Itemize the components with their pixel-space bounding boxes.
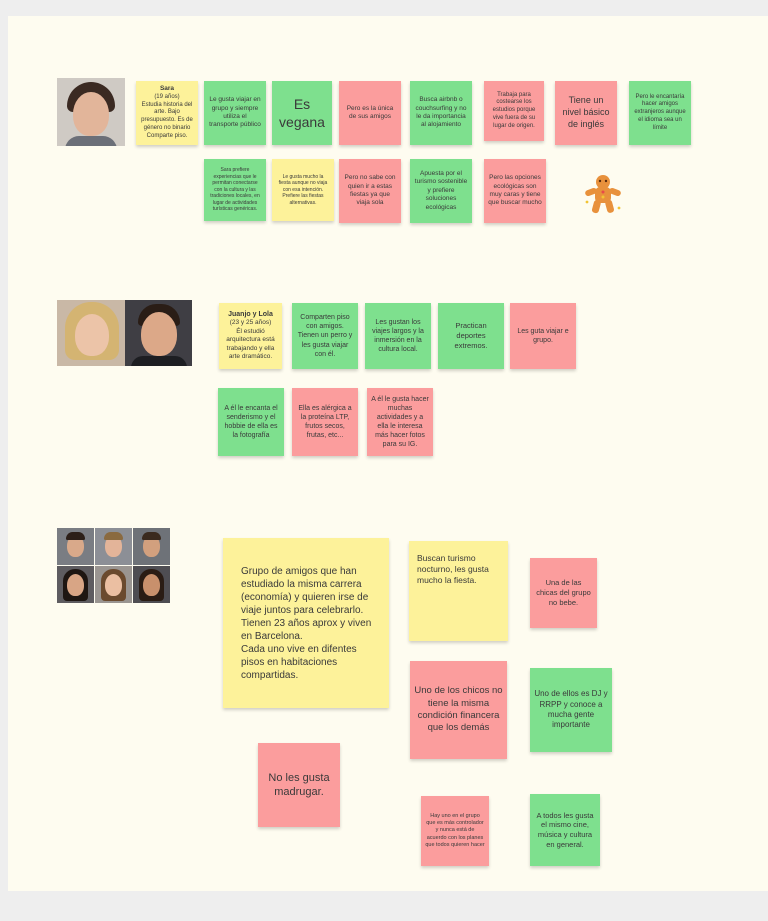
sticky-note[interactable]: No les gusta madrugar. (258, 743, 340, 827)
persona-name: Sara (159, 85, 175, 93)
persona-name: Juanjo y Lola (228, 311, 273, 319)
sticky-note[interactable]: Comparten piso con amigos. Tienen un perro y les gusta viajar con él. (292, 303, 358, 369)
sticky-note[interactable]: Hay uno en el grupo que es más controlador y nunca está de acuerdo con los planes que todos quieren hacer (421, 796, 489, 866)
sticky-note[interactable]: Busca airbnb o couchsurfing y no le da importancia al alojamiento (410, 81, 472, 145)
sticky-note[interactable]: A él le gusta hacer muchas actividades y a ella le interesa más hacer fotos para su IG. (367, 388, 433, 456)
persona-photo-sara (57, 78, 125, 146)
sticky-note[interactable]: Pero le encantaría hacer amigos extranjeros aunque el idioma sea un límite (629, 81, 691, 145)
sticky-note[interactable]: Trabaja para costearse los estudios porque vive fuera de su lugar de origen. (484, 81, 544, 141)
sticky-note[interactable]: A él le encanta el senderismo y el hobbie de ella es la fotografía (218, 388, 284, 456)
persona-note-juanjo-lola[interactable] (219, 303, 282, 369)
sticky-note[interactable]: A todos les gusta el mismo cine, música y cultura en general. (530, 794, 600, 866)
sticky-note[interactable]: Le gusta mucho la fiesta aunque no viaja con esa intención. Prefiere las fiestas alternativas. (272, 159, 334, 221)
persona-photo-grid (57, 528, 170, 604)
sticky-note[interactable]: Apuesta por el turismo sostenible y prefiere soluciones ecológicas (410, 159, 472, 223)
sticky-note[interactable]: Les gustan los viajes largos y la inmersión en la cultura local. (365, 303, 431, 369)
persona-note-sara[interactable] (136, 81, 198, 145)
gingerbread-sticker-icon (581, 172, 625, 216)
sticky-note[interactable]: Practican deportes extremos. (438, 303, 504, 369)
sticky-note[interactable]: Pero las opciones ecológicas son muy caras y tiene que buscar mucho (484, 159, 546, 223)
sticky-note[interactable]: Tiene un nivel básico de inglés (555, 81, 617, 145)
sticky-note[interactable]: Es vegana (272, 81, 332, 145)
group-description-note[interactable]: Grupo de amigos que han estudiado la misma carrera (economía) y quieren irse de viaje juntos para celebrarlo. Tienen 23 años aprox y viven en Barcelona. Cada uno vive en difentes pisos en habitaciones compartidas. (223, 538, 389, 708)
persona-description: (23 y 25 años) Él estudió arquitectura está trabajando y ella arte dramático. (226, 319, 275, 361)
sticky-note[interactable]: Le gusta viajar en grupo y siempre utiliza el transporte público (204, 81, 266, 145)
sticky-note[interactable]: Ella es alérgica a la proteína LTP, frutos secos, frutas, etc... (292, 388, 358, 456)
sticky-note[interactable]: Uno de los chicos no tiene la misma condición financera que los demás (410, 661, 507, 759)
sticky-note[interactable]: Pero es la única de sus amigos (339, 81, 401, 145)
persona-description: (19 años) Estudia historia del arte. Bajo presupuesto. Es de género no binario Comparte piso. (141, 93, 193, 139)
sticky-note[interactable]: Les guta viajar e grupo. (510, 303, 576, 369)
sticky-note[interactable]: Sara prefiere experiencias que le permitan conectarse con la cultura y las tradiciones locales, en lugar de actividades turísticas genéricas. (204, 159, 266, 221)
persona-photo-juanjo (125, 300, 192, 366)
persona-photo-lola (57, 300, 125, 366)
sticky-note[interactable]: Buscan turismo nocturno, les gusta mucho la fiesta. (409, 541, 508, 641)
sticky-note[interactable]: Pero no sabe con quien ir a estas fiestas ya que viaja sola (339, 159, 401, 223)
sticky-note[interactable]: Uno de ellos es DJ y RRPP y conoce a mucha gente importante (530, 668, 612, 752)
sticky-note[interactable]: Una de las chicas del grupo no bebe. (530, 558, 597, 628)
